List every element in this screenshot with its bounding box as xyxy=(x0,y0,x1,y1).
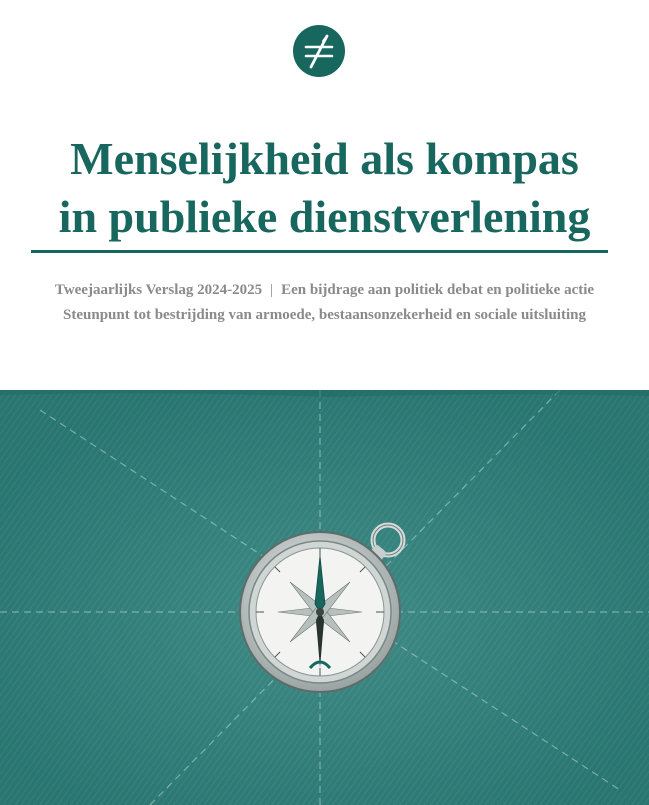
compass-illustration xyxy=(0,390,649,805)
not-equal-icon xyxy=(293,25,345,77)
report-purpose: Een bijdrage aan politiek debat en politieke actie xyxy=(281,282,595,298)
logo xyxy=(293,25,345,77)
title-divider xyxy=(31,250,608,253)
cover-image xyxy=(0,390,649,805)
report-edition: Tweejaarlijks Verslag 2024-2025 xyxy=(54,282,263,298)
report-subtitle xyxy=(0,282,649,299)
organisation-name: Steunpunt tot bestrijding van armoede, bestaansonzekerheid en sociale uitsluiting xyxy=(63,307,586,323)
page-title xyxy=(0,130,649,246)
subtitle-separator: | xyxy=(270,282,274,298)
title-line-2: in publieke dienstverlening xyxy=(58,191,591,242)
title-line-1: Menselijkheid als kompas xyxy=(70,133,579,184)
